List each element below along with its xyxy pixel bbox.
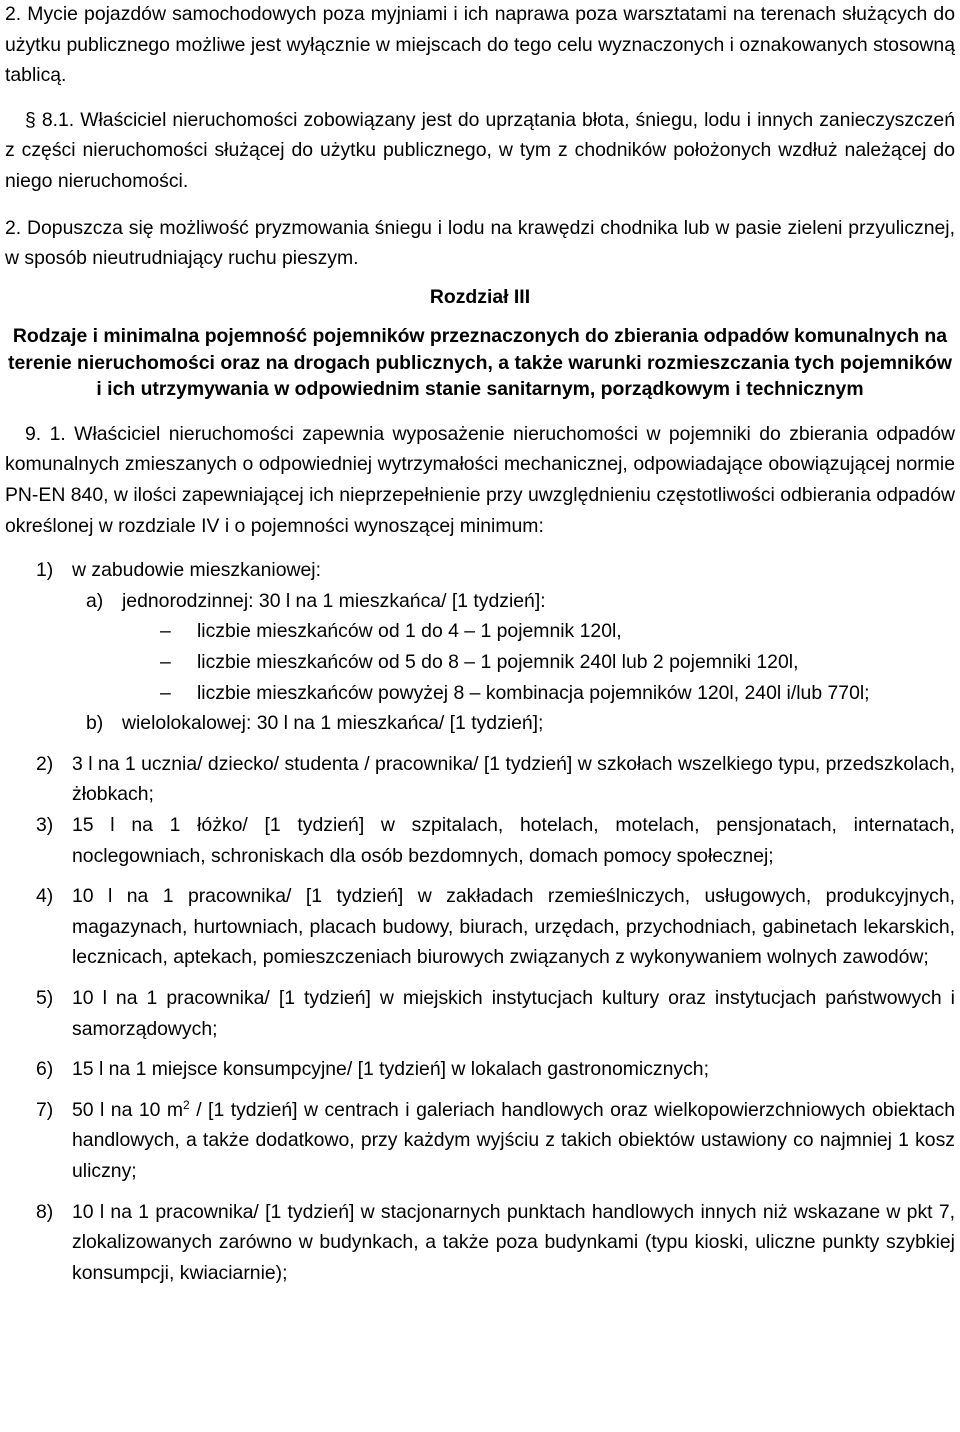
- list-item-text: liczbie mieszkańców od 5 do 8 – 1 pojemnik 240l lub 2 pojemniki 120l,: [197, 651, 799, 673]
- list-item-text: 15 l na 1 łóżko/ [1 tydzień] w szpitalach, hotelach, motelach, pensjonatach, internatach, noclegowniach, schroniskach dla osób bezdomnych, domach pomocy społecznej;: [72, 813, 955, 867]
- dash-bullet: –: [160, 620, 171, 643]
- container-capacity-list: [5, 555, 955, 1288]
- list-letter: b): [86, 712, 104, 735]
- list-item-text: liczbie mieszkańców powyżej 8 – kombinacja pojemników 120l, 240l i/lub 770l;: [197, 681, 870, 704]
- list-letter: a): [86, 589, 104, 612]
- list-item-text: liczbie mieszkańców od 1 do 4 – 1 pojemnik 120l,: [197, 620, 622, 643]
- superscript: 2: [183, 1097, 190, 1112]
- list-number: 5): [36, 986, 54, 1009]
- list-item-text: 10 l na 1 pracownika/ [1 tydzień] w stacjonarnych punktach handlowych innych niż wskazane w pkt 7, zlokalizowanych zarówno w budynkach, a także poza budynkami (typu kioski, uliczne punkty szybkiej konsumpcji, kwiaciarnie);: [72, 1200, 955, 1284]
- dash-bullet: –: [160, 681, 171, 704]
- list-item-text: 10 l na 1 pracownika/ [1 tydzień] w miejskich instytucjach kultury oraz instytucjach państwowych i samorządowych;: [72, 986, 955, 1040]
- chapter-number: Rozdział III: [429, 285, 531, 308]
- list-number: 1): [36, 559, 54, 582]
- list-number: 6): [36, 1058, 54, 1081]
- paragraph-section-8-1: § 8.1. Właściciel nieruchomości zobowiązany jest do uprzątania błota, śniegu, lodu i innych zanieczyszczeń z części nieruchomości służącej do użytku publicznego, w tym z chodników położonych wzdłuż należącej do niego nieruchomości.: [5, 108, 955, 192]
- list-number: 3): [36, 813, 54, 836]
- list-item-text: wielolokalowej: 30 l na 1 mieszkańca/ [1 tydzień];: [122, 712, 544, 735]
- list-item-text: w zabudowie mieszkaniowej:: [72, 559, 321, 582]
- list-item-1: [5, 555, 955, 586]
- list-item-dash: [5, 647, 955, 678]
- paragraph-washing-vehicles: 2. Mycie pojazdów samochodowych poza myjniami i ich naprawa poza warsztatami na terenach służących do użytku publicznego możliwe jest wyłącznie w miejscach do tego celu wyznaczonych i oznakowanych stosowną tablicą.: [5, 3, 955, 87]
- list-item-3: [5, 810, 955, 871]
- list-item-text: jednorodzinnej: 30 l na 1 mieszkańca/ [1 tydzień]:: [122, 589, 546, 612]
- list-item-dash: [5, 678, 955, 709]
- list-item-4: [5, 881, 955, 973]
- list-item-5: [5, 983, 955, 1044]
- list-item-text-b: / [1 tydzień] w centrach i galeriach handlowych oraz wielkopowierzchniowych obiektach handlowych, a także dodatkowo, przy każdym wyjściu z takich obiektów ustawiony co najmniej 1 kosz uliczny;: [72, 1098, 956, 1182]
- list-item-text: 10 l na 1 pracownika/ [1 tydzień] w zakładach rzemieślniczych, usługowych, produkcyjnych, magazynach, hurtowniach, placach budowy, biurach, urzędach, przychodniach, gabinetach lekarskich, lecznicach, aptekach, pomieszczeniach biurowych związanych z wykonywaniem wolnych zawodów;: [72, 885, 955, 969]
- list-item-1a: [5, 586, 955, 617]
- list-item-6: [5, 1054, 955, 1085]
- list-item-dash: [5, 616, 955, 647]
- list-number: 2): [36, 752, 54, 775]
- list-item-text: 3 l na 1 ucznia/ dziecko/ studenta / pracownika/ [1 tydzień] w szkołach wszelkiego typu, przedszkolach, żłobkach;: [72, 752, 955, 806]
- list-item-8: [5, 1197, 955, 1289]
- dash-bullet: –: [160, 651, 171, 673]
- list-item-1b: [5, 708, 955, 739]
- list-item-text-a: 50 l na 10 m: [72, 1098, 184, 1121]
- list-item-text: 15 l na 1 miejsce konsumpcyjne/ [1 tydzień] w lokalach gastronomicznych;: [72, 1058, 709, 1081]
- list-item-7: [5, 1095, 955, 1187]
- document-page: [5, 0, 955, 1288]
- list-number: 8): [36, 1200, 54, 1223]
- paragraph-section-9-1: 9. 1. Właściciel nieruchomości zapewnia wyposażenie nieruchomości w pojemniki do zbierania odpadów komunalnych zmieszanych o odpowiedniej wytrzymałości mechanicznej, odpowiadające obowiązującej normie PN-EN 840, w ilości zapewniającej ich nieprzepełnienie przy uwzględnieniu częstotliwości odbierania odpadów określonej w rozdziale IV i o pojemności wynoszącej minimum:: [5, 422, 955, 537]
- chapter-title: Rodzaje i minimalna pojemność pojemników przeznaczonych do zbierania odpadów komunalnych na terenie nieruchomości oraz na drogach publicznych, a także warunki rozmieszczania tych pojemników i ich utrzymywania w odpowiednim stanie sanitarnym, porządkowym i technicznym: [8, 325, 952, 401]
- list-item-2: [5, 749, 955, 810]
- list-number: 4): [36, 885, 54, 908]
- paragraph-section-8-2: 2. Dopuszcza się możliwość pryzmowania śniegu i lodu na krawędzi chodnika lub w pasie zieleni przyulicznej, w sposób nieutrudniający ruchu pieszym.: [5, 216, 955, 270]
- list-number: 7): [36, 1098, 54, 1121]
